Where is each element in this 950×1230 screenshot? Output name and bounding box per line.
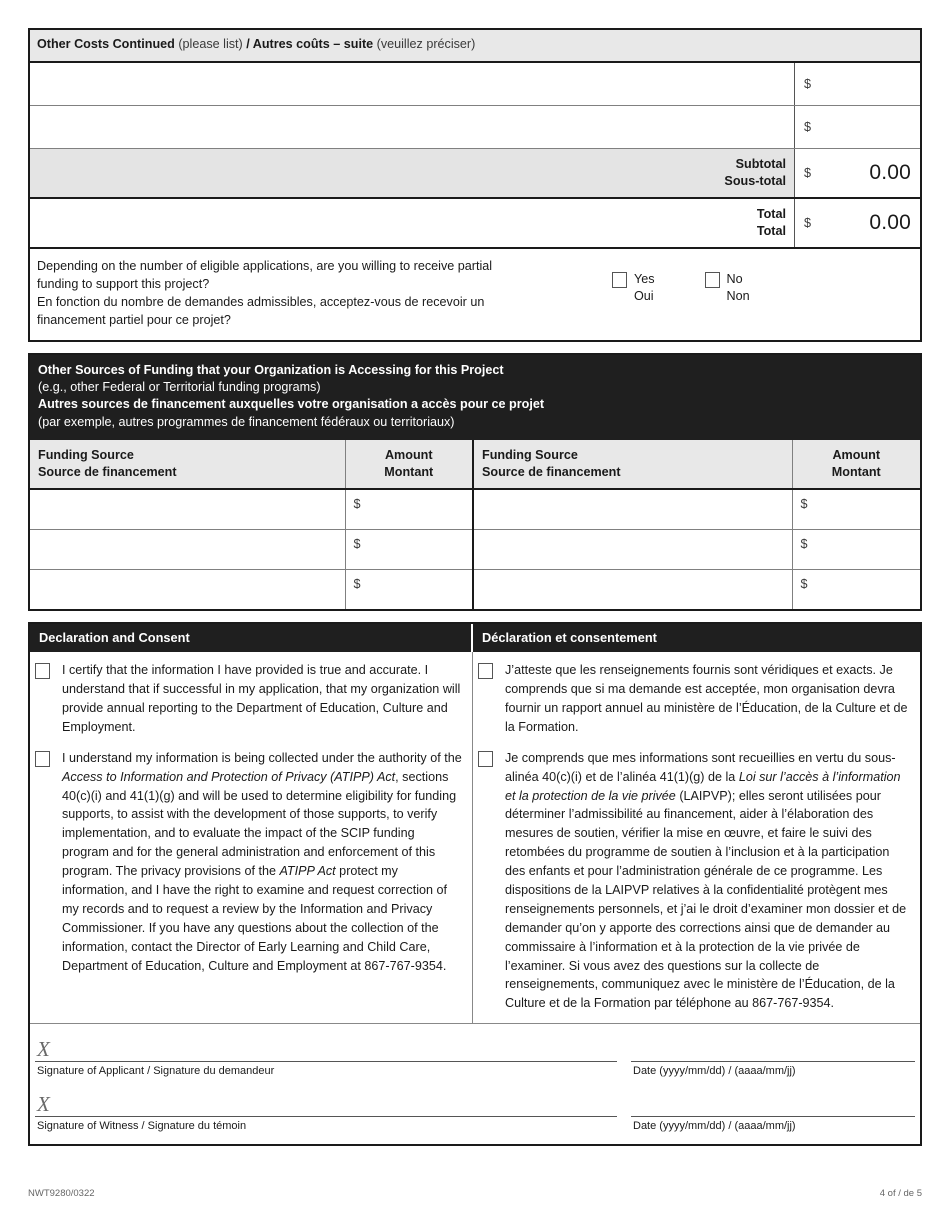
funding-source-input-right[interactable] xyxy=(473,529,792,569)
other-costs-title-fr: Autres coûts – suite xyxy=(252,37,374,51)
witness-signature-row xyxy=(35,1085,915,1140)
option-yes-label-en: Yes xyxy=(634,271,655,286)
funding-amount-input-right[interactable]: $ xyxy=(792,529,920,569)
funding-amount-input-left[interactable]: $ xyxy=(345,529,473,569)
signature-section xyxy=(30,1023,920,1144)
total-label-fr: Total xyxy=(756,223,786,238)
col-funding-source-right xyxy=(473,440,792,489)
other-costs-row[interactable] xyxy=(30,63,920,106)
other-costs-title-en: Other Costs Continued xyxy=(37,37,175,51)
declaration-column-fr xyxy=(473,652,920,1023)
applicant-date-caption: Date (yyyy/mm/dd) / (aaaa/mm/jj) xyxy=(633,1065,796,1078)
subtotal-row xyxy=(30,149,920,199)
checkbox-atipp-fr[interactable] xyxy=(478,751,493,767)
col-source-en: Funding Source xyxy=(38,448,134,463)
funding-amount-input-right[interactable]: $ xyxy=(792,569,920,609)
total-row xyxy=(30,199,920,247)
col-amount-fr: Montant xyxy=(384,465,434,480)
partial-funding-question-text xyxy=(37,257,612,330)
partial-question-en-line2: funding to support this project? xyxy=(37,276,210,291)
declaration-item[interactable] xyxy=(478,749,910,1013)
subtotal-amount-cell xyxy=(794,149,920,197)
partial-funding-options xyxy=(612,257,912,330)
currency-symbol: $ xyxy=(804,76,812,91)
col-source-fr: Source de financement xyxy=(482,465,621,480)
currency-symbol: $ xyxy=(804,215,812,230)
checkbox-atipp-en[interactable] xyxy=(35,751,50,767)
declaration-column-en xyxy=(30,652,473,1023)
total-label-en: Total xyxy=(756,206,786,221)
witness-date-line[interactable] xyxy=(631,1085,915,1117)
partial-funding-question-row xyxy=(30,247,920,340)
option-yes-labels xyxy=(634,271,655,305)
section-spacer xyxy=(28,611,922,622)
declaration-item[interactable] xyxy=(478,661,910,737)
col-amount-fr: Montant xyxy=(831,465,881,480)
col-source-fr: Source de financement xyxy=(38,465,177,480)
checkbox-no[interactable] xyxy=(705,272,720,288)
col-source-en: Funding Source xyxy=(482,448,578,463)
applicant-signature-line[interactable] xyxy=(35,1030,617,1062)
checkbox-yes[interactable] xyxy=(612,272,627,288)
applicant-signature-cell[interactable] xyxy=(35,1030,631,1085)
subtotal-label-fr: Sous-total xyxy=(724,173,786,188)
witness-date-caption: Date (yyyy/mm/dd) / (aaaa/mm/jj) xyxy=(633,1120,796,1133)
applicant-date-line[interactable] xyxy=(631,1030,915,1062)
declaration-header-fr: Déclaration et consentement xyxy=(473,624,920,652)
table-row[interactable] xyxy=(30,569,920,609)
partial-question-en-line1: Depending on the number of eligible applications, are you willing to receive partial xyxy=(37,258,493,273)
x-mark-icon: X xyxy=(37,1037,50,1062)
applicant-date-cell[interactable] xyxy=(631,1030,915,1085)
funding-amount-input-left[interactable]: $ xyxy=(345,489,473,529)
checkbox-certify-en[interactable] xyxy=(35,663,50,679)
funding-source-input-left[interactable] xyxy=(30,489,345,529)
option-no-labels xyxy=(727,271,750,305)
subtotal-label-cell xyxy=(30,149,794,197)
other-sources-title-fr: Autres sources de financement auxquelles votre organisation a accès pour ce projet xyxy=(38,397,545,412)
other-sources-header xyxy=(30,355,920,441)
other-costs-description-input[interactable] xyxy=(30,63,794,105)
other-costs-separator: / xyxy=(242,37,253,51)
total-amount-cell xyxy=(794,199,920,247)
page-footer xyxy=(28,1188,922,1199)
witness-signature-line[interactable] xyxy=(35,1085,617,1117)
other-costs-amount-cell[interactable] xyxy=(794,106,920,148)
total-amount-value: 0.00 xyxy=(869,210,911,234)
form-number: NWT9280/0322 xyxy=(28,1188,95,1199)
other-sources-section xyxy=(28,353,922,612)
funding-amount-input-left[interactable]: $ xyxy=(345,569,473,609)
declaration-text-atipp-en: I understand my information is being collected under the authority of the Access to Information and Protection of Privacy (ATIPP) Act, sections 40(c)(i) and 41(1)(g) and will be used to determine eligibility for funding supports, to assist with the development of those supports, to verify implementation, and to evaluate the impact of the SCIP funding program and for the general administration and enforcement of this program. The privacy provisions of the ATIPP Act protect my information, and I have the right to examine and request correction of my records and to request a review by the Information and Privacy Commissioner. If you have any questions about the collection of the information, contact the Director of Early Learning and Child Care, Department of Education, Culture and Employment at 867-767-9354. xyxy=(62,750,462,973)
declaration-body xyxy=(30,652,920,1023)
funding-source-input-right[interactable] xyxy=(473,489,792,529)
other-costs-note-en: (please list) xyxy=(178,37,243,51)
table-row[interactable] xyxy=(30,489,920,529)
currency-symbol: $ xyxy=(804,119,812,134)
total-label-cell xyxy=(30,199,794,247)
col-amount-en: Amount xyxy=(384,448,433,463)
other-sources-note-fr: (par exemple, autres programmes de financement fédéraux ou territoriaux) xyxy=(38,414,455,429)
page-number: 4 of / de 5 xyxy=(879,1188,922,1199)
form-page xyxy=(28,28,922,1146)
other-costs-section xyxy=(28,28,922,342)
other-sources-note-en: (e.g., other Federal or Territorial funding programs) xyxy=(38,380,321,395)
option-no-label-en: No xyxy=(726,271,743,286)
declaration-item[interactable] xyxy=(35,661,462,737)
option-no-label-fr: Non xyxy=(726,288,750,303)
declaration-text-certify-fr: J’atteste que les renseignements fournis sont véridiques et exacts. Je comprends que si ma demande est acceptée, mon organisation devra fournir un rapport annuel au ministère de l’Éducation, de la Culture et de la Formation. xyxy=(505,663,908,734)
declaration-text-certify-en: I certify that the information I have provided is true and accurate. I understand that if successful in my application, that my organization will provide annual reporting to the Department of Education, Culture and Employment. xyxy=(62,663,461,734)
partial-question-fr-line1: En fonction du nombre de demandes admissibles, acceptez-vous de recevoir un xyxy=(37,295,485,310)
col-amount-right xyxy=(792,440,920,489)
witness-signature-cell[interactable] xyxy=(35,1085,631,1140)
col-amount-en: Amount xyxy=(832,448,881,463)
applicant-signature-caption: Signature of Applicant / Signature du demandeur xyxy=(37,1065,275,1078)
other-costs-header xyxy=(30,30,920,63)
other-costs-row[interactable] xyxy=(30,106,920,149)
checkbox-certify-fr[interactable] xyxy=(478,663,493,679)
witness-signature-caption: Signature of Witness / Signature du témoin xyxy=(37,1120,247,1133)
other-costs-note-fr: (veuillez préciser) xyxy=(376,37,476,51)
declaration-header-row xyxy=(30,624,920,652)
declaration-item[interactable] xyxy=(35,749,462,976)
other-costs-amount-cell[interactable] xyxy=(794,63,920,105)
subtotal-amount-value: 0.00 xyxy=(869,160,911,184)
subtotal-label-en: Subtotal xyxy=(735,156,786,171)
funding-source-input-left[interactable] xyxy=(30,529,345,569)
option-yes-label-fr: Oui xyxy=(634,288,654,303)
table-row[interactable] xyxy=(30,529,920,569)
col-funding-source-left xyxy=(30,440,345,489)
currency-symbol: $ xyxy=(804,165,812,180)
applicant-signature-row xyxy=(35,1030,915,1085)
other-sources-header-row xyxy=(30,440,920,489)
partial-funding-option-yes[interactable] xyxy=(612,271,655,305)
funding-source-input-left[interactable] xyxy=(30,569,345,609)
other-sources-table xyxy=(30,440,920,609)
col-amount-left xyxy=(345,440,473,489)
witness-date-cell[interactable] xyxy=(631,1085,915,1140)
declaration-header-en: Declaration and Consent xyxy=(30,624,473,652)
other-sources-title-en: Other Sources of Funding that your Organization is Accessing for this Project xyxy=(38,362,504,377)
other-costs-description-input[interactable] xyxy=(30,106,794,148)
funding-amount-input-right[interactable]: $ xyxy=(792,489,920,529)
x-mark-icon: X xyxy=(37,1092,50,1117)
funding-source-input-right[interactable] xyxy=(473,569,792,609)
partial-funding-option-no[interactable] xyxy=(705,271,750,305)
partial-question-fr-line2: financement partiel pour ce projet? xyxy=(37,313,231,328)
section-spacer xyxy=(28,342,922,353)
declaration-text-atipp-fr: Je comprends que mes informations sont recueillies en vertu du sous-alinéa 40(c)(i) et de l’alinéa 41(1)(g) de la Loi sur l’accès à l’information et la protection de la vie privée (LAIPVP); elles seront utilisées pour déterminer l’admissibilité au financement, aider à l’élaboration des mesures de soutien, vérifier la mise en œuvre, et faire le suivi des retombées du programme de soutien à l’inclusion et à la participation des enfants et pour l’administration générale de ce programme. Les dispositions de la LAIPVP relatives à la confidentialité protègent mes renseignements personnels, et j’ai le droit d’examiner mon dossier et de demander qu’on y apporte des corrections ainsi que de demander au commissaire à l’information et à la protection de la vie privée de l’examiner. Si vous avez des questions sur la collecte de renseignements, communiquez avec le ministère de l’Éducation, de la Culture et de la Formation par téléphone au 867-767-9354. xyxy=(505,750,907,1011)
declaration-section xyxy=(28,622,922,1146)
